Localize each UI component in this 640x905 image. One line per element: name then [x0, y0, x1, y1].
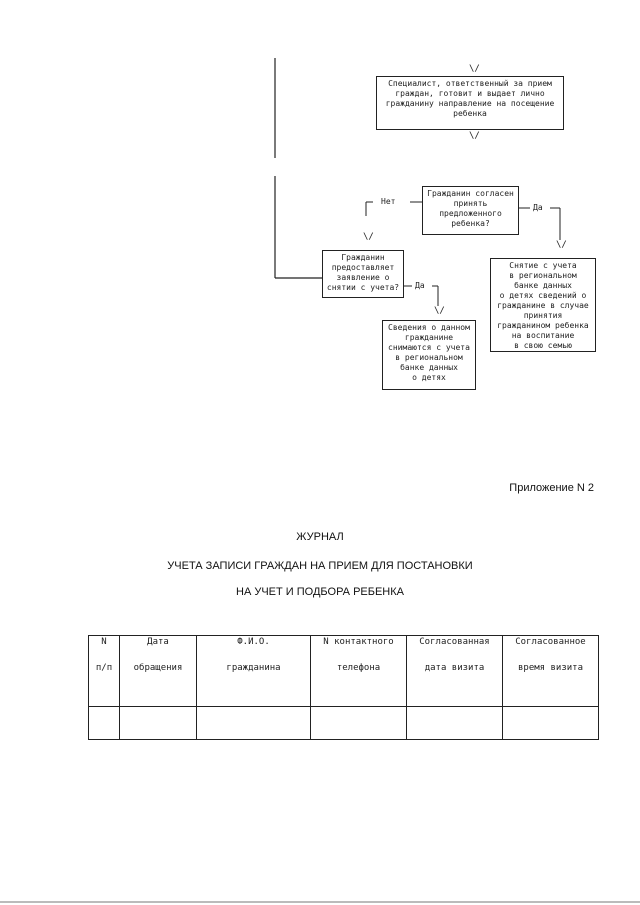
label-no: Нет — [381, 197, 396, 206]
flow-box-line: ребенка? — [451, 219, 490, 228]
col-header-phone: N контактного телефона — [311, 636, 407, 707]
flow-box-line: предложенного — [439, 209, 502, 218]
arrow-down-2: \/ — [469, 131, 480, 141]
flow-box-application — [322, 250, 404, 298]
table-cell — [197, 707, 311, 740]
flow-box-line: в региональном — [509, 271, 577, 280]
arrow-down-1: \/ — [469, 64, 480, 74]
flow-box-line: гражданином ребенка — [497, 321, 589, 330]
flow-box-line: Снятие с учета — [509, 261, 577, 270]
arrow-down-4: \/ — [556, 240, 567, 250]
flow-box-line: в свою семью — [514, 341, 572, 350]
flow-box-line: о детях — [412, 373, 446, 382]
flow-box-removal-data — [382, 320, 476, 390]
flow-box-line: принятия — [523, 311, 563, 320]
flow-box-line: гражданину направление на посещение — [385, 99, 555, 108]
flow-box-line: банке данных — [400, 363, 458, 372]
table-row — [89, 707, 599, 740]
flow-box-line: принять — [453, 199, 488, 208]
flow-box-line: гражданине в случае — [497, 301, 589, 310]
journal-subtitle-2: НА УЧЕТ И ПОДБОРА РЕБЕНКА — [236, 586, 404, 598]
flow-box-line: Специалист, ответственный за прием — [388, 79, 552, 88]
table-cell — [311, 707, 407, 740]
flow-box-line: Гражданин согласен — [427, 189, 514, 198]
flow-box-line: в региональном — [395, 353, 463, 362]
flow-box-line: граждан, готовит и выдает лично — [395, 89, 545, 98]
label-yes: Да — [533, 203, 543, 212]
flow-box-specialist — [376, 76, 564, 130]
flow-box-line: ребенка — [453, 109, 487, 118]
col-header-number: N п/п — [89, 636, 120, 707]
table-cell — [89, 707, 120, 740]
label-yes-2: Да — [415, 281, 425, 290]
flow-box-line: банке данных — [514, 281, 572, 290]
flow-box-line: предоставляет — [331, 263, 395, 272]
flow-box-line: Гражданин — [341, 253, 385, 262]
flow-box-line: гражданине — [404, 333, 454, 342]
flow-box-line: снимаются с учета — [388, 343, 470, 352]
arrow-down-5: \/ — [434, 306, 445, 316]
table-cell — [503, 707, 599, 740]
table-cell — [407, 707, 503, 740]
appendix-label: Приложение N 2 — [509, 482, 594, 494]
table-header-row — [89, 636, 599, 707]
arrow-down-3: \/ — [363, 232, 374, 242]
flow-box-line: заявление о — [336, 273, 390, 282]
flow-box-line: о детях сведений о — [499, 291, 587, 300]
col-header-visit-date: Согласованная дата визита — [407, 636, 503, 707]
flow-box-decision-accept — [422, 186, 519, 235]
flow-box-line: на воспитание — [511, 331, 575, 340]
journal-table — [88, 635, 599, 740]
journal-title: ЖУРНАЛ — [296, 531, 344, 543]
col-header-name: Ф.И.О. гражданина — [197, 636, 311, 707]
flow-box-line: Сведения о данном — [388, 323, 470, 332]
journal-subtitle-1: УЧЕТА ЗАПИСИ ГРАЖДАН НА ПРИЕМ ДЛЯ ПОСТАНОВКИ — [167, 560, 473, 572]
col-header-visit-time: Согласованное время визита — [503, 636, 599, 707]
flow-box-line: снятии с учета? — [326, 283, 400, 292]
col-header-date: Дата обращения — [120, 636, 197, 707]
table-cell — [120, 707, 197, 740]
flow-box-removal-accept — [490, 258, 596, 352]
